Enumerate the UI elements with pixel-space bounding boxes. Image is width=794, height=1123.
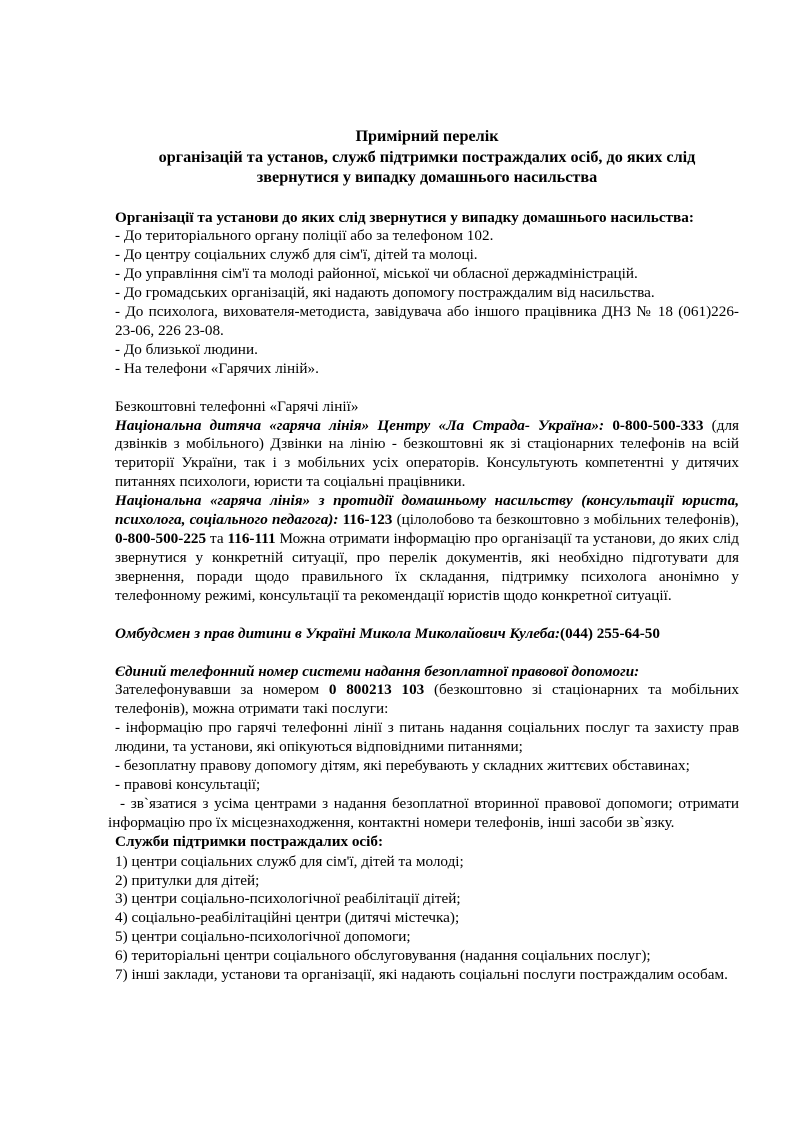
support-heading: Служби підтримки постраждалих осіб: (115, 832, 384, 850)
legal-aid-heading: Єдиний телефонний номер системи надання безоплатної правової допомоги: (115, 662, 640, 680)
support-item: 7) інші заклади, установи та організації, які надають соціальні послуги постраждалим особам. (115, 966, 728, 984)
organization-item: - На телефони «Гарячих ліній». (115, 359, 319, 377)
hotline-violence-phone-3: 116-111 (227, 530, 276, 547)
support-item: 5) центри соціально-психологічної допомоги; (115, 928, 411, 946)
hotline-violence-phone-2: 0-800-500-225 (115, 530, 207, 547)
organizations-list (115, 227, 739, 378)
hotline-violence-text-2: Можна отримати інформацію про організації та установи, до яких слід звернутися у конкретній ситуації, про перелік документів, які необхідно підготувати для звернення, поради щодо правильного їх складання, підтримку психолога анонімно у телефонному режимі, консультації та рекомендації юристів щодо конкретної ситуації. (115, 530, 739, 604)
hotline-children-title: Національна дитяча «гаряча лінія» Центру «Ла Страда- Україна»: (115, 416, 605, 434)
organization-item: - До центру соціальних служб для сім'ї, дітей та молоці. (115, 246, 478, 264)
support-item: 6) територіальні центри соціального обслуговування (надання соціальних послуг); (115, 947, 651, 965)
support-item: 2) притулки для дітей; (115, 871, 260, 889)
organization-item: - До громадських організацій, які надають допомогу постраждалим від насильства. (115, 284, 655, 302)
organizations-heading: Організації та установи до яких слід звернутися у випадку домашнього насильства: (115, 208, 694, 226)
legal-aid-intro-text-2: (безкоштовно зі стаціонарних та мобільних телефонів), можна отримати такі послуги: (115, 681, 740, 718)
hotline-violence-and: та (206, 530, 228, 547)
hotline-children-text: (для дзвінків з мобільного) Дзвінки на лінію - безкоштовні як зі стаціонарних телефонів на всій території України, так і з мобільних усіх операторів. Консультують компетентні у дитячих питаннях психологи, юристи та соціальні працівники. (115, 416, 740, 491)
support-list (115, 853, 739, 985)
support-item: 4) соціально-реабілітаційні центри (дитячі містечка); (115, 909, 460, 927)
legal-aid-phone: 0 800213 103 (328, 681, 425, 699)
ombudsman-phone: (044) 255-64-50 (560, 624, 660, 642)
hotline-violence-phone-1: 116-123 (342, 511, 393, 529)
ombudsman-line (115, 625, 739, 644)
legal-aid-service: - правові консультації; (115, 775, 261, 793)
ombudsman-label: Омбудсмен з прав дитини в Україні Микола Миколайович Кулеба: (115, 624, 561, 642)
legal-aid-intro-text: Зателефонувавши за номером (115, 681, 329, 699)
title-line-2: організацій та установ, служб підтримки постраждалих осіб, до яких слід (158, 147, 696, 166)
organization-item: - До управління сім'ї та молоді районної, міської чи обласної держадміністрацій. (115, 265, 638, 283)
document-title (105, 126, 749, 188)
hotline-violence-title: Національна «гаряча лінія» з протидії домашньому насильству (консультації юриста, психолога, соціального педагога): (115, 492, 739, 529)
hotline-children-paragraph (115, 417, 739, 493)
hotline-violence-paragraph (115, 492, 739, 605)
legal-aid-service: - безоплатну правову допомогу дітям, які перебувають у складних життєвих обставинах; (115, 757, 690, 775)
organization-item: - До психолога, вихователя-методиста, завідувача або іншого працівника ДНЗ № 18 (061)226-23-06, 226 23-08. (115, 303, 739, 339)
hotlines-heading: Безкоштовні телефонні «Гарячі лінії» (115, 397, 359, 415)
support-item: 3) центри соціально-психологічної реабілітації дітей; (115, 890, 461, 908)
document-body (108, 126, 740, 985)
legal-aid-service-contact: - зв`язатися з усіма центрами з надання безоплатної вторинної правової допомоги; отримати інформацію про їх місцезнаходження, контактні номери телефонів, інші засоби зв`язку. (108, 794, 739, 831)
legal-aid-service: - інформацію про гарячі телефонні лінії з питань надання соціальних послуг та захисту прав людини, та установи, які опікуються відповідними питаннями; (115, 719, 739, 756)
hotline-children-phone: 0-800-500-333 (612, 416, 704, 434)
title-line-3: звернутися у випадку домашнього насильства (256, 168, 598, 186)
legal-aid-intro (115, 681, 739, 719)
hotline-violence-text-1: (цілолобово та безкоштовно з мобільних телефонів), (392, 511, 739, 529)
organization-item: - До близької людини. (115, 340, 258, 358)
organization-item: - До територіального органу поліції або за телефоном 102. (115, 227, 494, 245)
title-line-1: Примірний перелік (355, 127, 499, 145)
support-item: 1) центри соціальних служб для сім'ї, дітей та молоді; (115, 852, 464, 870)
